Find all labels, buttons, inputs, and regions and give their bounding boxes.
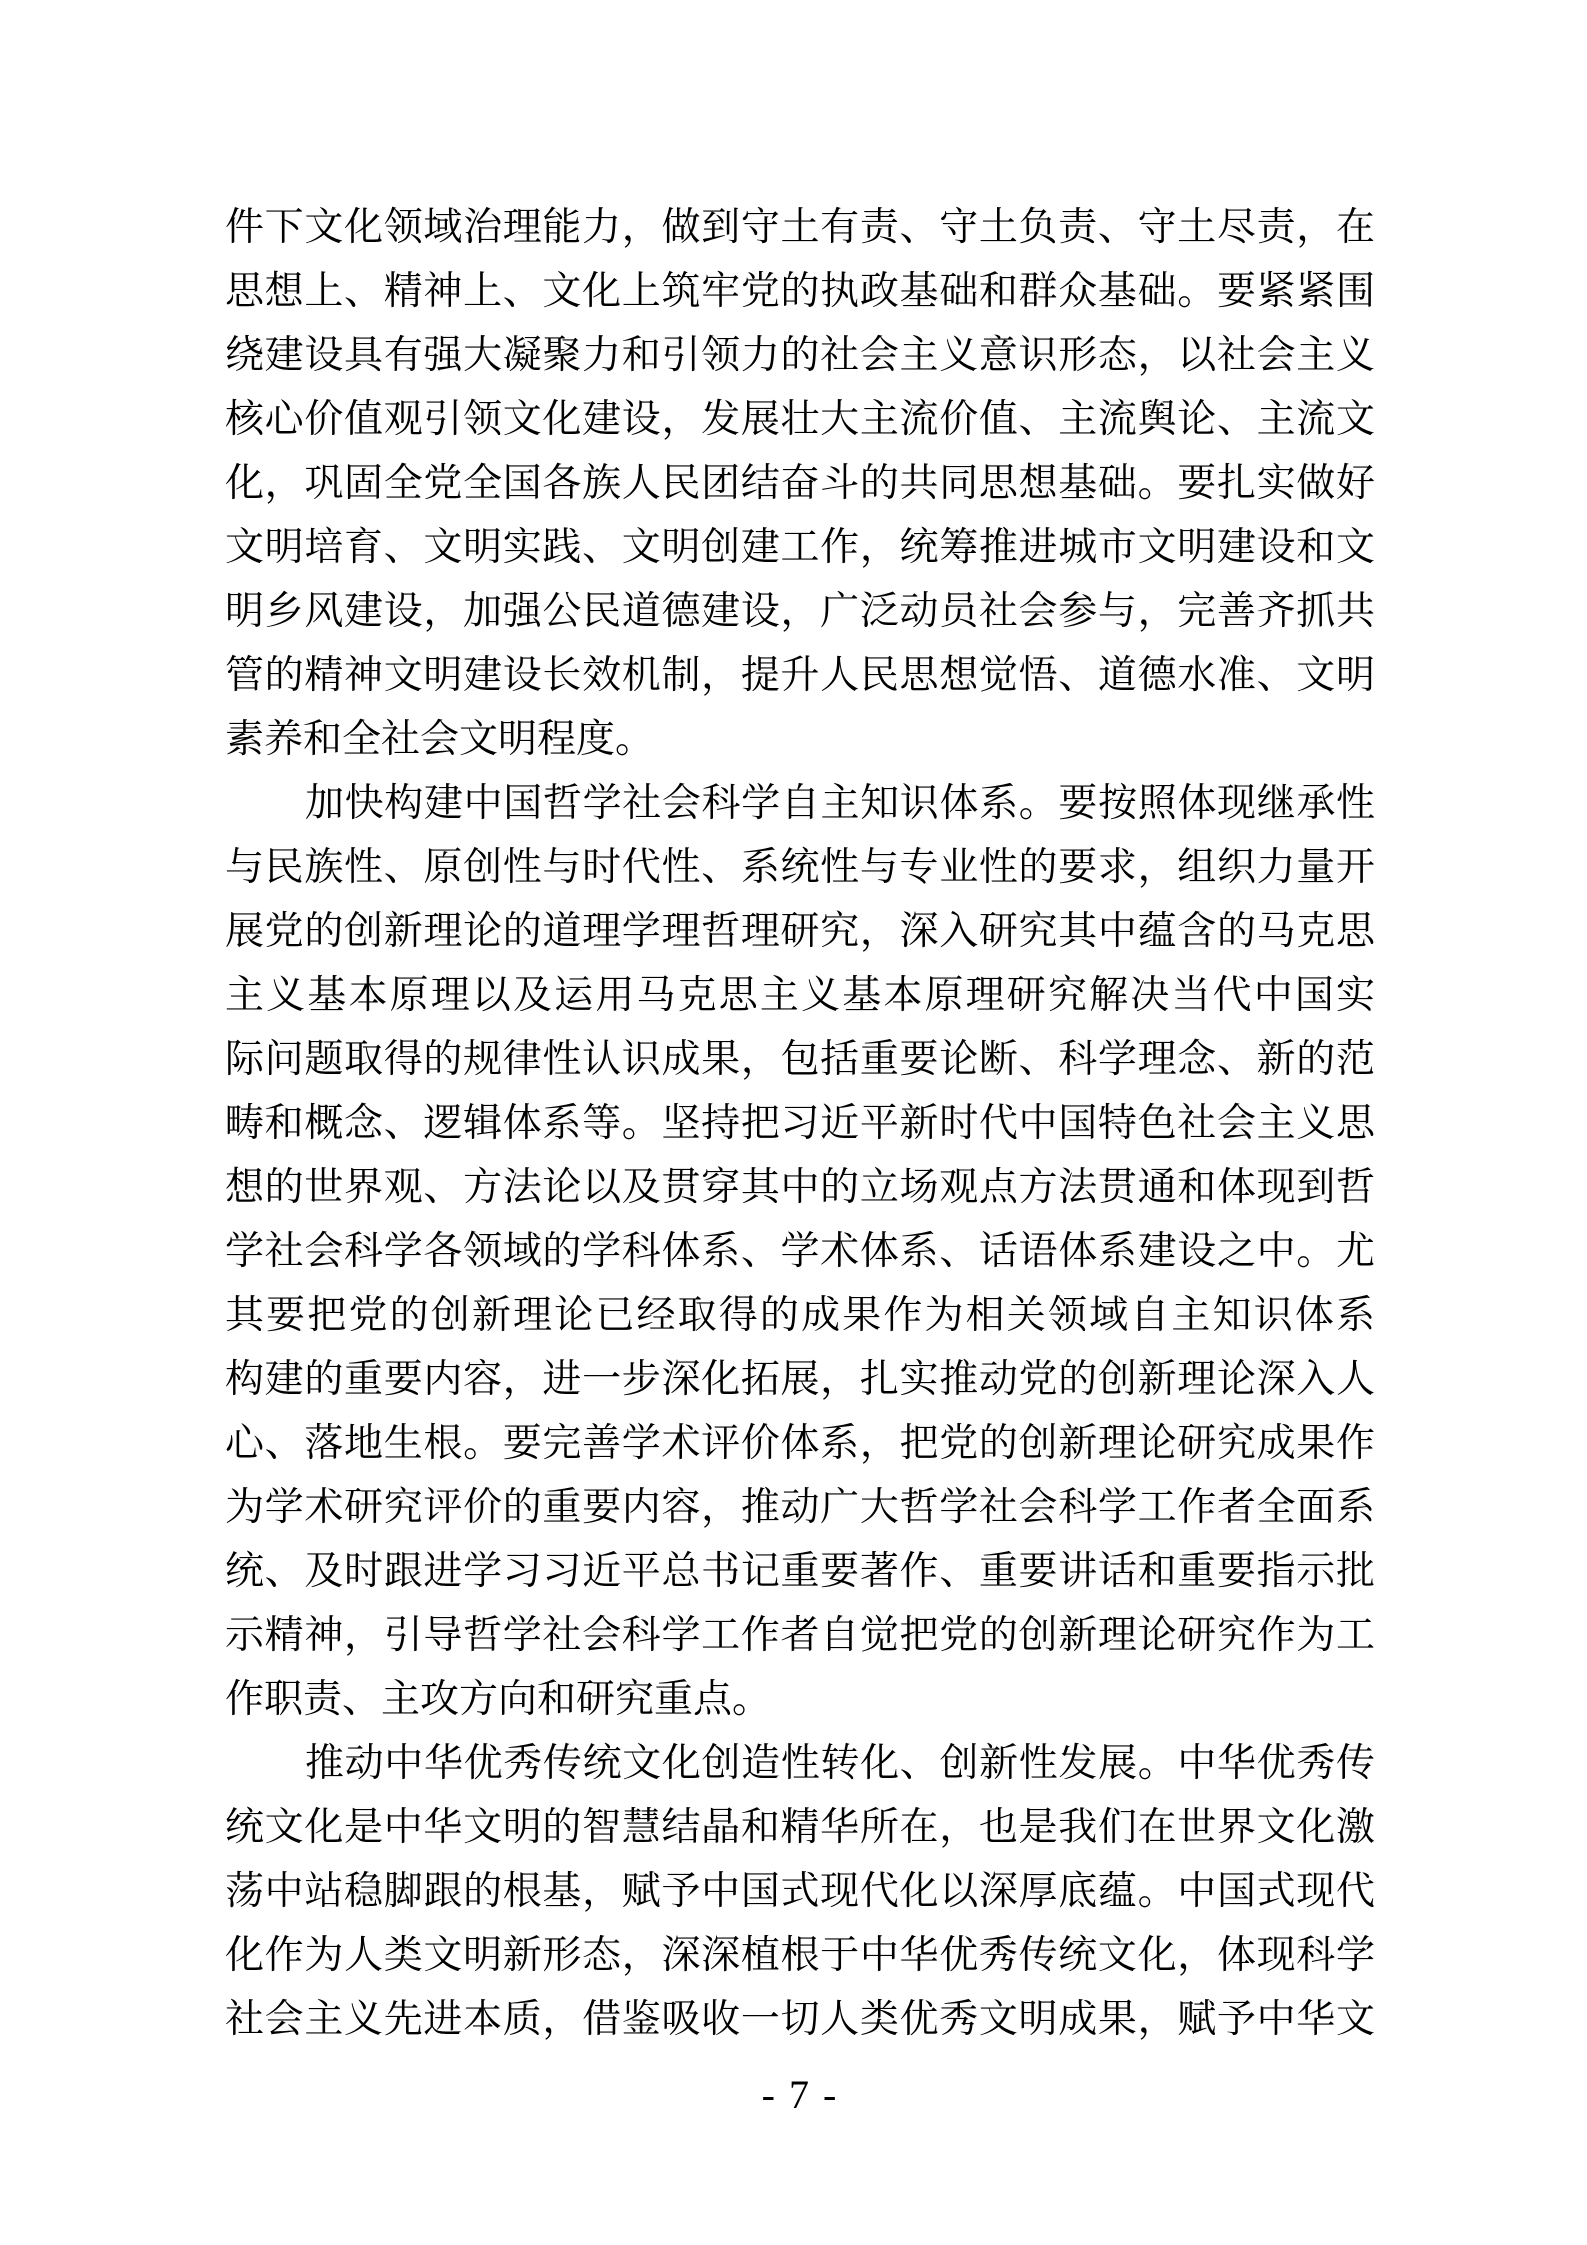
text-line: 与民族性、原创性与时代性、系统性与专业性的要求，组织力量开	[225, 846, 1375, 889]
paragraph	[225, 772, 1375, 1732]
paragraph	[225, 1732, 1375, 2052]
text-line: 心、落地生根。要完善学术评价体系，把党的创新理论研究成果作	[225, 1422, 1375, 1465]
text-line: 构建的重要内容，进一步深化拓展，扎实推动党的创新理论深入人	[225, 1358, 1375, 1401]
text-line: 主义基本原理以及运用马克思主义基本原理研究解决当代中国实	[225, 974, 1375, 1017]
text-line: 为学术研究评价的重要内容，推动广大哲学社会科学工作者全面系	[225, 1486, 1375, 1529]
text-line: 化，巩固全党全国各族人民团结奋斗的共同思想基础。要扎实做好	[225, 462, 1375, 505]
text-line: 件下文化领域治理能力，做到守土有责、守土负责、守土尽责，在	[225, 206, 1375, 249]
text-line: 化作为人类文明新形态，深深植根于中华优秀传统文化，体现科学	[225, 1934, 1375, 1977]
text-line: 核心价值观引领文化建设，发展壮大主流价值、主流舆论、主流文	[225, 398, 1375, 441]
text-line: 统、及时跟进学习习近平总书记重要著作、重要讲话和重要指示批	[225, 1550, 1375, 1593]
text-line: 作职责、主攻方向和研究重点。	[225, 1678, 772, 1721]
text-line: 明乡风建设，加强公民道德建设，广泛动员社会参与，完善齐抓共	[225, 590, 1375, 633]
document-body	[225, 196, 1375, 2052]
text-line: 际问题取得的规律性认识成果，包括重要论断、科学理念、新的范	[225, 1038, 1375, 1081]
text-line: 思想上、精神上、文化上筑牢党的执政基础和群众基础。要紧紧围	[225, 270, 1375, 313]
text-line: 推动中华优秀传统文化创造性转化、创新性发展。中华优秀传	[305, 1742, 1375, 1785]
text-line: 社会主义先进本质，借鉴吸收一切人类优秀文明成果，赋予中华文	[225, 1998, 1375, 2041]
text-line: 加快构建中国哲学社会科学自主知识体系。要按照体现继承性	[305, 782, 1375, 825]
page-number: - 7 -	[761, 2072, 839, 2117]
text-line: 学社会科学各领域的学科体系、学术体系、话语体系建设之中。尤	[225, 1230, 1375, 1273]
text-line: 统文化是中华文明的智慧结晶和精华所在，也是我们在世界文化激	[225, 1806, 1375, 1849]
text-line: 示精神，引导哲学社会科学工作者自觉把党的创新理论研究作为工	[225, 1614, 1375, 1657]
text-line: 想的世界观、方法论以及贯穿其中的立场观点方法贯通和体现到哲	[225, 1166, 1375, 1209]
text-line: 文明培育、文明实践、文明创建工作，统筹推进城市文明建设和文	[225, 526, 1375, 569]
text-line: 畴和概念、逻辑体系等。坚持把习近平新时代中国特色社会主义思	[225, 1102, 1375, 1145]
text-line: 荡中站稳脚跟的根基，赋予中国式现代化以深厚底蕴。中国式现代	[225, 1870, 1375, 1913]
text-line: 素养和全社会文明程度。	[225, 718, 655, 761]
paragraph	[225, 196, 1375, 772]
text-line: 其要把党的创新理论已经取得的成果作为相关领域自主知识体系	[225, 1294, 1375, 1337]
text-line: 展党的创新理论的道理学理哲理研究，深入研究其中蕴含的马克思	[225, 910, 1375, 953]
text-line: 绕建设具有强大凝聚力和引领力的社会主义意识形态，以社会主义	[225, 334, 1375, 377]
text-line: 管的精神文明建设长效机制，提升人民思想觉悟、道德水准、文明	[225, 654, 1375, 697]
